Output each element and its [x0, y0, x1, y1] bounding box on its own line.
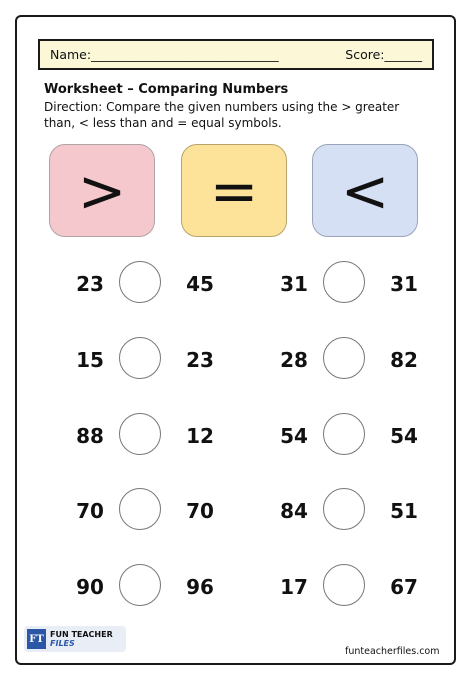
answer-circle[interactable] [119, 261, 161, 303]
answer-circle[interactable] [119, 337, 161, 379]
logo-text [50, 630, 113, 648]
problem-left-5 [70, 564, 240, 610]
number-b: 96 [186, 575, 214, 599]
logo-mark: FT [27, 629, 46, 649]
number-a: 54 [280, 424, 308, 448]
worksheet-title: Worksheet – Comparing Numbers [44, 82, 289, 97]
problem-right-4 [274, 488, 444, 534]
logo-text-line2: FILES [50, 639, 75, 648]
answer-circle[interactable] [323, 488, 365, 530]
name-score-box [38, 39, 434, 70]
answer-circle[interactable] [119, 413, 161, 455]
number-b: 82 [390, 348, 418, 372]
worksheet-direction: Direction: Compare the given numbers using the > greater than, < less than and = equal symbols. [44, 100, 400, 130]
answer-circle[interactable] [119, 488, 161, 530]
number-a: 90 [76, 575, 104, 599]
score-field[interactable]: Score:______ [345, 47, 422, 62]
problem-left-3 [70, 413, 240, 459]
number-a: 15 [76, 348, 104, 372]
fun-teacher-files-logo [24, 626, 126, 652]
problem-right-5 [274, 564, 444, 610]
number-b: 45 [186, 272, 214, 296]
answer-circle[interactable] [323, 261, 365, 303]
problem-left-1 [70, 261, 240, 307]
number-a: 28 [280, 348, 308, 372]
answer-circle[interactable] [323, 564, 365, 606]
number-b: 54 [390, 424, 418, 448]
number-a: 23 [76, 272, 104, 296]
answer-circle[interactable] [323, 413, 365, 455]
number-a: 70 [76, 499, 104, 523]
problem-right-3 [274, 413, 444, 459]
greater-than-card: > [49, 144, 155, 237]
answer-circle[interactable] [323, 337, 365, 379]
number-b: 23 [186, 348, 214, 372]
equal-card: = [181, 144, 287, 237]
answer-circle[interactable] [119, 564, 161, 606]
logo-text-line1: FUN TEACHER [50, 630, 113, 639]
number-b: 51 [390, 499, 418, 523]
name-field[interactable]: Name:______________________________ [50, 47, 279, 62]
number-b: 12 [186, 424, 214, 448]
problem-right-1 [274, 261, 444, 307]
problem-right-2 [274, 337, 444, 383]
number-a: 31 [280, 272, 308, 296]
number-b: 31 [390, 272, 418, 296]
less-than-card: < [312, 144, 418, 237]
problem-left-4 [70, 488, 240, 534]
number-b: 67 [390, 575, 418, 599]
problem-left-2 [70, 337, 240, 383]
number-b: 70 [186, 499, 214, 523]
number-a: 88 [76, 424, 104, 448]
number-a: 17 [280, 575, 308, 599]
number-a: 84 [280, 499, 308, 523]
footer-url: funteacherfiles.com [345, 646, 440, 657]
